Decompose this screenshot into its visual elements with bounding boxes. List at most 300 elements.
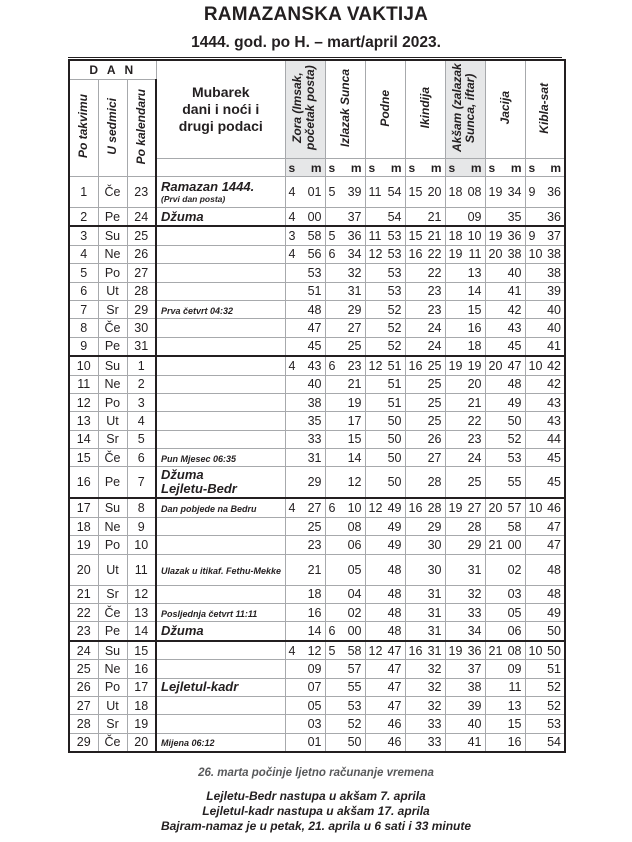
izlazak-minutes: 25	[340, 337, 365, 356]
zora-minutes: 07	[300, 678, 325, 696]
kibla-minutes: 46	[540, 498, 565, 517]
izlazak-minutes: 53	[340, 696, 365, 714]
ikindija-hours: 15	[405, 177, 420, 208]
jacija-hours	[485, 393, 500, 411]
day-weekday: Če	[98, 449, 127, 467]
ikindija-hours	[405, 300, 420, 318]
kibla-minutes: 38	[540, 264, 565, 282]
podne-minutes: 51	[380, 356, 405, 375]
zora-minutes: 40	[300, 375, 325, 393]
day-calendar: 14	[127, 622, 156, 641]
kibla-minutes: 48	[540, 554, 565, 585]
day-takvim: 13	[69, 412, 98, 430]
aksam-hours	[445, 604, 460, 622]
zora-hours: 4	[285, 641, 300, 660]
izlazak-minutes: 29	[340, 300, 365, 318]
kibla-hours	[525, 319, 540, 337]
header-po-kalendaru-label: Po kalendaru	[133, 88, 148, 165]
day-takvim: 29	[69, 733, 98, 752]
jacija-hours	[485, 282, 500, 300]
jacija-minutes: 53	[500, 449, 525, 467]
jacija-minutes: 58	[500, 517, 525, 535]
podne-hours: 11	[365, 226, 380, 245]
zora-minutes: 29	[300, 467, 325, 499]
mubarek-note	[156, 375, 285, 393]
podne-hours	[365, 375, 380, 393]
mubarek-note	[156, 430, 285, 448]
kibla-minutes: 44	[540, 430, 565, 448]
jacija-minutes: 50	[500, 412, 525, 430]
ikindija-minutes: 32	[420, 678, 445, 696]
kibla-hours	[525, 733, 540, 752]
zora-minutes: 35	[300, 412, 325, 430]
mubarek-note	[156, 498, 285, 517]
day-weekday: Po	[98, 264, 127, 282]
note-text: Lejletul-kadr	[161, 679, 239, 695]
izlazak-minutes: 36	[340, 226, 365, 245]
izlazak-minutes: 06	[340, 536, 365, 554]
podne-hours	[365, 393, 380, 411]
mubarek-note	[156, 604, 285, 622]
ikindija-minutes: 32	[420, 696, 445, 714]
kibla-hours	[525, 393, 540, 411]
jacija-hours	[485, 208, 500, 227]
day-weekday: Pe	[98, 337, 127, 356]
jacija-minutes: 08	[500, 641, 525, 660]
ikindija-hours	[405, 319, 420, 337]
aksam-minutes: 09	[460, 208, 485, 227]
table-row	[69, 430, 565, 448]
aksam-minutes: 31	[460, 554, 485, 585]
zora-minutes: 09	[300, 660, 325, 678]
aksam-hours	[445, 430, 460, 448]
izlazak-hours	[325, 449, 340, 467]
unit-minutes: m	[380, 159, 405, 177]
ikindija-minutes: 31	[420, 604, 445, 622]
aksam-minutes: 36	[460, 641, 485, 660]
podne-minutes: 50	[380, 449, 405, 467]
podne-hours	[365, 733, 380, 752]
ikindija-minutes: 33	[420, 733, 445, 752]
table-row	[69, 449, 565, 467]
day-calendar: 5	[127, 430, 156, 448]
podne-minutes: 47	[380, 696, 405, 714]
header-kibla	[525, 60, 565, 159]
aksam-hours: 18	[445, 177, 460, 208]
jacija-hours	[485, 622, 500, 641]
jacija-hours: 21	[485, 536, 500, 554]
mubarek-note	[156, 641, 285, 660]
day-takvim: 15	[69, 449, 98, 467]
kibla-hours	[525, 449, 540, 467]
table-row	[69, 585, 565, 603]
ikindija-hours	[405, 554, 420, 585]
ikindija-hours	[405, 375, 420, 393]
podne-hours: 11	[365, 177, 380, 208]
jacija-minutes: 05	[500, 604, 525, 622]
table-row	[69, 498, 565, 517]
jacija-minutes: 02	[500, 554, 525, 585]
unit-minutes: m	[420, 159, 445, 177]
table-row	[69, 337, 565, 356]
ikindija-hours	[405, 430, 420, 448]
zora-hours: 4	[285, 245, 300, 263]
title-divider	[68, 57, 562, 58]
zora-hours: 4	[285, 208, 300, 227]
mubarek-note	[156, 449, 285, 467]
zora-hours	[285, 622, 300, 641]
izlazak-minutes: 27	[340, 319, 365, 337]
podne-hours	[365, 660, 380, 678]
day-takvim: 19	[69, 536, 98, 554]
ikindija-minutes: 28	[420, 467, 445, 499]
podne-hours: 12	[365, 245, 380, 263]
jacija-hours	[485, 733, 500, 752]
note-text: Posljednja četvrt 11:11	[161, 608, 258, 619]
izlazak-hours: 5	[325, 226, 340, 245]
jacija-hours	[485, 715, 500, 733]
day-weekday: Po	[98, 393, 127, 411]
aksam-minutes: 27	[460, 498, 485, 517]
day-takvim: 16	[69, 467, 98, 499]
podne-minutes: 53	[380, 264, 405, 282]
izlazak-hours	[325, 517, 340, 535]
podne-hours: 12	[365, 498, 380, 517]
day-weekday: Sr	[98, 585, 127, 603]
day-calendar: 1	[127, 356, 156, 375]
kibla-hours	[525, 282, 540, 300]
ikindija-minutes: 29	[420, 517, 445, 535]
note-text: Prva četvrt 04:32	[161, 305, 234, 316]
zora-minutes: 01	[300, 177, 325, 208]
zora-minutes: 58	[300, 226, 325, 245]
izlazak-minutes: 57	[340, 660, 365, 678]
podne-minutes: 50	[380, 412, 405, 430]
mubarek-note	[156, 715, 285, 733]
mubarek-note	[156, 467, 285, 499]
jacija-hours	[485, 264, 500, 282]
izlazak-minutes: 12	[340, 467, 365, 499]
aksam-hours	[445, 536, 460, 554]
podne-hours	[365, 696, 380, 714]
kibla-minutes: 43	[540, 412, 565, 430]
kibla-minutes: 47	[540, 536, 565, 554]
kibla-hours: 10	[525, 356, 540, 375]
day-weekday: Sr	[98, 715, 127, 733]
day-weekday: Sr	[98, 430, 127, 448]
mubarek-note	[156, 356, 285, 375]
ikindija-hours	[405, 517, 420, 535]
aksam-minutes: 34	[460, 622, 485, 641]
jacija-hours	[485, 375, 500, 393]
izlazak-hours	[325, 604, 340, 622]
day-weekday: Če	[98, 604, 127, 622]
zora-hours	[285, 660, 300, 678]
kibla-minutes: 49	[540, 604, 565, 622]
kibla-minutes: 42	[540, 375, 565, 393]
ikindija-minutes: 31	[420, 585, 445, 603]
jacija-minutes: 40	[500, 264, 525, 282]
day-calendar: 31	[127, 337, 156, 356]
kibla-hours	[525, 554, 540, 585]
aksam-minutes: 38	[460, 678, 485, 696]
zora-hours: 4	[285, 356, 300, 375]
day-weekday: Su	[98, 498, 127, 517]
ikindija-minutes: 28	[420, 498, 445, 517]
podne-hours	[365, 585, 380, 603]
table-row	[69, 733, 565, 752]
ikindija-hours	[405, 449, 420, 467]
aksam-minutes: 14	[460, 282, 485, 300]
ikindija-minutes: 25	[420, 356, 445, 375]
jacija-minutes: 38	[500, 245, 525, 263]
zora-hours	[285, 517, 300, 535]
mubarek-note	[156, 517, 285, 535]
jacija-hours	[485, 660, 500, 678]
day-weekday: Če	[98, 177, 127, 208]
header-jacija-label: Jacija	[497, 91, 512, 125]
jacija-hours	[485, 678, 500, 696]
podne-minutes: 52	[380, 319, 405, 337]
aksam-hours: 19	[445, 641, 460, 660]
jacija-minutes: 43	[500, 319, 525, 337]
izlazak-hours	[325, 264, 340, 282]
zora-hours	[285, 696, 300, 714]
podne-minutes: 54	[380, 177, 405, 208]
zora-minutes: 53	[300, 264, 325, 282]
kibla-hours: 9	[525, 226, 540, 245]
jacija-hours: 20	[485, 245, 500, 263]
jacija-hours	[485, 300, 500, 318]
izlazak-hours	[325, 319, 340, 337]
ikindija-hours: 16	[405, 498, 420, 517]
day-calendar: 6	[127, 449, 156, 467]
table-row	[69, 660, 565, 678]
footer-line: Bajram-namaz je u petak, 21. aprila u 6 sati i 33 minute	[160, 819, 472, 833]
izlazak-minutes: 31	[340, 282, 365, 300]
aksam-minutes: 29	[460, 536, 485, 554]
zora-minutes: 48	[300, 300, 325, 318]
kibla-minutes: 36	[540, 208, 565, 227]
mubarek-note	[156, 660, 285, 678]
aksam-hours	[445, 300, 460, 318]
izlazak-minutes: 10	[340, 498, 365, 517]
izlazak-hours	[325, 300, 340, 318]
kibla-minutes: 52	[540, 696, 565, 714]
zora-minutes: 45	[300, 337, 325, 356]
day-calendar: 18	[127, 696, 156, 714]
jacija-minutes: 34	[500, 177, 525, 208]
izlazak-minutes: 58	[340, 641, 365, 660]
day-weekday: Su	[98, 641, 127, 660]
unit-minutes: m	[500, 159, 525, 177]
podne-minutes: 47	[380, 660, 405, 678]
table-row	[69, 696, 565, 714]
izlazak-minutes: 37	[340, 208, 365, 227]
aksam-hours	[445, 393, 460, 411]
day-takvim: 20	[69, 554, 98, 585]
kibla-minutes: 37	[540, 226, 565, 245]
day-takvim: 6	[69, 282, 98, 300]
day-takvim: 24	[69, 641, 98, 660]
kibla-hours	[525, 517, 540, 535]
jacija-hours	[485, 449, 500, 467]
izlazak-hours	[325, 733, 340, 752]
podne-minutes: 49	[380, 536, 405, 554]
izlazak-hours	[325, 393, 340, 411]
jacija-hours: 20	[485, 356, 500, 375]
mubarek-note	[156, 264, 285, 282]
header-mubarek-units	[156, 159, 285, 177]
aksam-hours: 18	[445, 226, 460, 245]
note-text: Ulazak u itikaf. Fethu-Mekke	[161, 565, 282, 576]
header-jacija	[485, 60, 525, 159]
izlazak-minutes: 34	[340, 245, 365, 263]
jacija-minutes: 06	[500, 622, 525, 641]
podne-hours	[365, 715, 380, 733]
ikindija-hours	[405, 604, 420, 622]
aksam-hours	[445, 449, 460, 467]
table-row	[69, 282, 565, 300]
kibla-hours: 10	[525, 641, 540, 660]
zora-minutes: 47	[300, 319, 325, 337]
jacija-minutes: 49	[500, 393, 525, 411]
day-weekday: Ne	[98, 375, 127, 393]
kibla-hours: 10	[525, 498, 540, 517]
aksam-hours	[445, 282, 460, 300]
ikindija-minutes: 24	[420, 319, 445, 337]
ikindija-minutes: 22	[420, 264, 445, 282]
header-po-takvimu	[69, 80, 98, 177]
izlazak-hours	[325, 678, 340, 696]
note-text: Dan pobjede na Bedru	[161, 504, 257, 515]
ikindija-hours	[405, 412, 420, 430]
mubarek-note	[156, 585, 285, 603]
jacija-hours	[485, 604, 500, 622]
izlazak-hours	[325, 412, 340, 430]
footer-notes	[0, 789, 632, 834]
day-takvim: 2	[69, 208, 98, 227]
ikindija-minutes: 25	[420, 412, 445, 430]
ikindija-minutes: 21	[420, 226, 445, 245]
jacija-minutes: 55	[500, 467, 525, 499]
ikindija-hours: 16	[405, 245, 420, 263]
day-takvim: 25	[69, 660, 98, 678]
day-weekday: Su	[98, 356, 127, 375]
jacija-minutes: 48	[500, 375, 525, 393]
header-zora	[285, 60, 325, 159]
kibla-hours	[525, 660, 540, 678]
jacija-hours	[485, 517, 500, 535]
podne-minutes: 53	[380, 245, 405, 263]
aksam-minutes: 40	[460, 715, 485, 733]
jacija-minutes: 11	[500, 678, 525, 696]
note-text: Ramazan 1444.	[161, 179, 255, 194]
day-calendar: 12	[127, 585, 156, 603]
table-row	[69, 641, 565, 660]
jacija-minutes: 15	[500, 715, 525, 733]
podne-hours	[365, 264, 380, 282]
kibla-minutes: 36	[540, 177, 565, 208]
day-calendar: 13	[127, 604, 156, 622]
day-weekday: Ne	[98, 660, 127, 678]
izlazak-hours: 6	[325, 498, 340, 517]
day-weekday: Ut	[98, 696, 127, 714]
header-zora-label: Zora (Imsak, početak posta)	[290, 65, 317, 151]
table-row	[69, 393, 565, 411]
aksam-hours	[445, 622, 460, 641]
zora-hours: 3	[285, 226, 300, 245]
table-row	[69, 715, 565, 733]
ikindija-minutes: 33	[420, 715, 445, 733]
aksam-hours	[445, 467, 460, 499]
day-takvim: 11	[69, 375, 98, 393]
kibla-hours	[525, 715, 540, 733]
kibla-hours	[525, 300, 540, 318]
kibla-hours	[525, 604, 540, 622]
podne-minutes: 47	[380, 678, 405, 696]
ikindija-hours	[405, 393, 420, 411]
podne-minutes: 52	[380, 300, 405, 318]
izlazak-minutes: 17	[340, 412, 365, 430]
jacija-minutes: 47	[500, 356, 525, 375]
podne-hours: 12	[365, 641, 380, 660]
podne-hours	[365, 517, 380, 535]
podne-hours	[365, 430, 380, 448]
header-u-sedmici-label: U sedmici	[105, 98, 119, 155]
zora-hours	[285, 393, 300, 411]
aksam-minutes: 21	[460, 393, 485, 411]
podne-minutes: 49	[380, 517, 405, 535]
mubarek-note	[156, 226, 285, 245]
ikindija-minutes: 21	[420, 208, 445, 227]
izlazak-hours: 5	[325, 641, 340, 660]
zora-minutes: 38	[300, 393, 325, 411]
ikindija-hours	[405, 678, 420, 696]
aksam-minutes: 23	[460, 430, 485, 448]
jacija-minutes: 57	[500, 498, 525, 517]
podne-hours	[365, 678, 380, 696]
izlazak-hours	[325, 282, 340, 300]
table-row	[69, 467, 565, 499]
izlazak-hours	[325, 208, 340, 227]
day-weekday: Ne	[98, 245, 127, 263]
kibla-hours	[525, 536, 540, 554]
day-weekday: Sr	[98, 300, 127, 318]
zora-minutes: 03	[300, 715, 325, 733]
header-ikindija-label: Ikindija	[417, 87, 432, 129]
jacija-minutes: 36	[500, 226, 525, 245]
aksam-hours	[445, 678, 460, 696]
podne-minutes: 53	[380, 282, 405, 300]
zora-hours	[285, 678, 300, 696]
header-mubarek-label: Mubarek dani i noći i drugi podaci	[178, 84, 263, 134]
podne-hours	[365, 467, 380, 499]
aksam-hours	[445, 660, 460, 678]
mubarek-note	[156, 393, 285, 411]
podne-hours	[365, 622, 380, 641]
jacija-hours	[485, 430, 500, 448]
zora-hours	[285, 264, 300, 282]
aksam-minutes: 11	[460, 245, 485, 263]
unit-hours: s	[445, 159, 460, 177]
table-row	[69, 554, 565, 585]
zora-minutes: 18	[300, 585, 325, 603]
mubarek-note	[156, 319, 285, 337]
ikindija-hours: 16	[405, 356, 420, 375]
aksam-minutes: 20	[460, 375, 485, 393]
ikindija-minutes: 30	[420, 554, 445, 585]
